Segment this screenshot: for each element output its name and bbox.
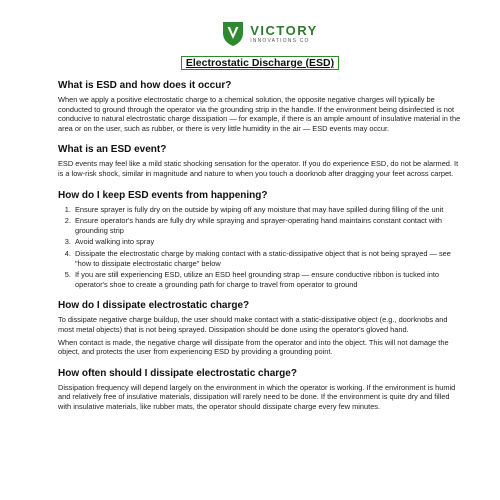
list-item: 5. If you are still experiencing ESD, utilize an ESD heel grounding strap — ensure conductive ribbon is tucked into operator's shoe to create a grounding path for charge to travel from operator to ground xyxy=(73,270,462,289)
section-paragraph: Dissipation frequency will depend largely on the environment in which the operator is working. If the environment is humid and relatively free of insulative materials, dissipation will rarely need to be done. If the environment is quite dry and filled with insulative materials, like rubber mats, the operator should dissipate charge every few minutes. xyxy=(58,382,456,411)
section-paragraph: When we apply a positive electrostatic charge to a chemical solution, the opposite negative charges will typically be conducted to ground through the operator via the grounding strip in the handle. If the environment being disinfected is not conducive to natural electrostatic charge dissipation — for example, if there is an ample amount of insulative material in the area or on the user, such as rubber, or there is very little humidity in the air — ESD events may occur. xyxy=(58,95,461,133)
victory-logo-icon xyxy=(222,21,244,47)
brand-wordmark xyxy=(250,24,318,44)
section-heading-dissipate-charge: How do I dissipate electrostatic charge? xyxy=(58,300,250,312)
title-box xyxy=(181,56,339,70)
section-heading-prevent-esd: How do I keep ESD events from happening? xyxy=(58,189,268,201)
section-paragraph: When contact is made, the negative charge will dissipate from the operator and into the object. This will not damage the object, and protects the user from experiencing ESD by providing a grounding point. xyxy=(58,337,449,357)
section-paragraph: ESD events may feel like a mild static shocking sensation for the operator. If you do experience ESD, do not be alarmed. It is a low-risk shock, similar in magnitude and nature to when you touch a doorknob after dragging your feet across carpet. xyxy=(58,159,459,178)
section-heading-what-is-esd: What is ESD and how does it occur? xyxy=(58,80,232,91)
brand-subtitle: INNOVATIONS CO xyxy=(250,38,310,44)
list-item: 3. Avoid walking into spray xyxy=(73,237,462,247)
section-heading-dissipation-frequency: How often should I dissipate electrostatic charge? xyxy=(58,367,297,379)
title-wrap xyxy=(58,56,462,70)
section-paragraph: To dissipate negative charge buildup, the user should make contact with a static-dissipative object (e.g., doorknobs and most metal objects) that is not being sprayed. Dissipation should be done using the operator's gloved hand. xyxy=(58,315,448,334)
document-title: Electrostatic Discharge (ESD) xyxy=(185,57,335,69)
brand-header xyxy=(78,18,462,50)
section-heading-esd-event: What is an ESD event? xyxy=(58,144,167,156)
list-item: 4. Dissipate the electrostatic charge by making contact with a static-dissipative object that is not being sprayed — see "how to dissipate electrostatic charge" below xyxy=(73,249,462,268)
brand-name: VICTORY xyxy=(250,23,318,38)
prevention-steps-list xyxy=(58,205,462,290)
list-item: 1. Ensure sprayer is fully dry on the outside by wiping off any moisture that may have spilled during filling of the unit xyxy=(73,205,462,215)
list-item: 2. Ensure operator's hands are fully dry while spraying and sprayer-operating hand maintains constant contact with grounding strip xyxy=(73,216,462,235)
